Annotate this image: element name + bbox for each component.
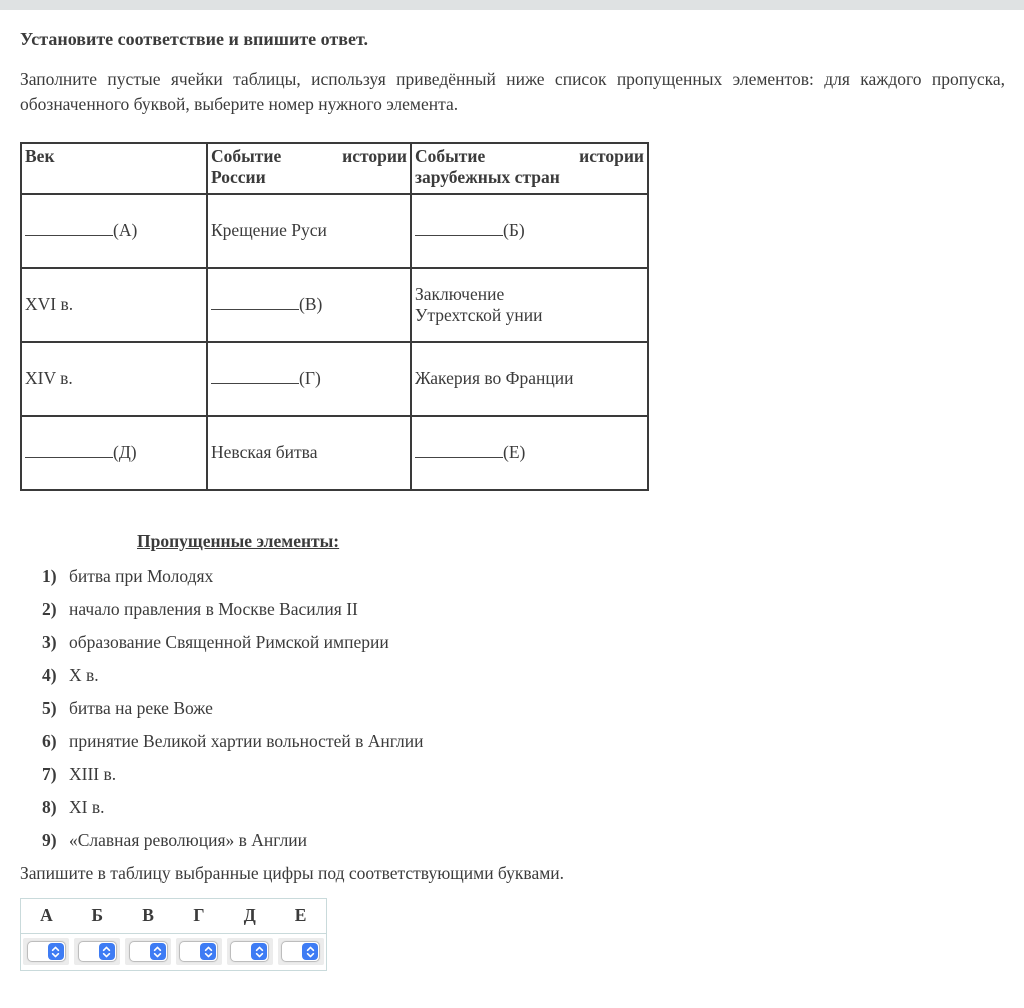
answer-letter-e: Е	[294, 905, 307, 926]
task-instructions: Заполните пустые ячейки таблицы, используя приведённый ниже список пропущенных элементов: для каждого пропуска, обозначенного буквой, выберите номер нужного элемента.	[20, 69, 1005, 114]
answer-select-v[interactable]	[129, 941, 168, 962]
answer-letter-a: А	[40, 905, 53, 926]
answer-select-e-wrap	[278, 938, 324, 965]
answer-select-a[interactable]	[27, 941, 66, 962]
answer-letter-d: Д	[243, 905, 256, 926]
cell-russia-4: Невская битва	[207, 416, 411, 490]
blank-line	[211, 296, 299, 310]
answer-select-v-wrap	[125, 938, 171, 965]
stepper-arrows-icon[interactable]	[302, 943, 318, 960]
blank-line	[211, 370, 299, 384]
list-item: 1) битва при Молодях	[42, 565, 214, 586]
answer-letter-v: В	[142, 905, 154, 926]
answer-select-g[interactable]	[179, 941, 218, 962]
table-row	[21, 268, 648, 342]
answer-select-d-wrap	[227, 938, 273, 965]
missing-elements-list	[20, 566, 1004, 850]
table-row	[21, 416, 648, 490]
cell-century-3: XIV в.	[21, 342, 207, 416]
table-row	[21, 342, 648, 416]
cell-foreign-e: (Е)	[411, 416, 648, 490]
answer-select-b[interactable]	[78, 941, 117, 962]
answer-letter-b: Б	[91, 905, 104, 926]
write-answer-instruction: Запишите в таблицу выбранные цифры под соответствующими буквами.	[20, 862, 565, 883]
stepper-arrows-icon[interactable]	[99, 943, 115, 960]
list-item: 3) образование Священной Римской империи	[42, 631, 389, 652]
answer-letter-g: Г	[193, 905, 205, 926]
answer-cell-d	[224, 938, 275, 965]
stepper-arrows-icon[interactable]	[150, 943, 166, 960]
cell-foreign-2: Заключение Утрехтской унии	[411, 268, 648, 342]
cell-century-d: (Д)	[21, 416, 207, 490]
stepper-arrows-icon[interactable]	[200, 943, 216, 960]
cell-foreign-b: (Б)	[411, 194, 648, 268]
answer-cell-e	[275, 938, 326, 965]
list-item: 7) XIII в.	[42, 763, 117, 784]
list-item: 4) X в.	[42, 664, 99, 685]
answer-select-b-wrap	[74, 938, 120, 965]
cell-russia-g: (Г)	[207, 342, 411, 416]
cell-russia-v: (В)	[207, 268, 411, 342]
header-foreign-event: Событие истории зарубежных стран	[411, 143, 648, 194]
stepper-arrows-icon[interactable]	[251, 943, 267, 960]
answer-select-a-wrap	[23, 938, 69, 965]
cell-century-a: (А)	[21, 194, 207, 268]
list-item: 8) XI в.	[42, 796, 105, 817]
blank-line	[25, 222, 113, 236]
answer-letters-row	[21, 899, 326, 934]
list-item: 6) принятие Великой хартии вольностей в Англии	[42, 730, 424, 751]
answer-table	[20, 898, 327, 971]
answer-select-g-wrap	[176, 938, 222, 965]
table-header-row	[21, 143, 648, 194]
blank-line	[25, 444, 113, 458]
answer-cell-b	[72, 938, 123, 965]
page-title: Установите соответствие и впишите ответ.	[20, 29, 368, 49]
answer-cell-a	[21, 938, 72, 965]
cell-foreign-3: Жакерия во Франции	[411, 342, 648, 416]
answer-cell-v	[123, 938, 174, 965]
question-page	[0, 29, 1024, 971]
table-row	[21, 194, 648, 268]
cell-century-2: XVI в.	[21, 268, 207, 342]
list-item: 2) начало правления в Москве Василия II	[42, 598, 358, 619]
top-bar	[0, 0, 1024, 10]
answer-cell-g	[173, 938, 224, 965]
answer-select-d[interactable]	[230, 941, 269, 962]
blank-line	[415, 444, 503, 458]
list-item: 9) «Славная революция» в Англии	[42, 829, 308, 850]
cell-russia-1: Крещение Руси	[207, 194, 411, 268]
answer-inputs-row	[21, 934, 326, 970]
stepper-arrows-icon[interactable]	[48, 943, 64, 960]
blank-line	[415, 222, 503, 236]
list-item: 5) битва на реке Воже	[42, 697, 213, 718]
history-table	[20, 142, 649, 491]
missing-elements-heading: Пропущенные элементы:	[137, 530, 340, 551]
header-russia-event: Событие истории России	[207, 143, 411, 194]
answer-select-e[interactable]	[281, 941, 320, 962]
header-century: Век	[21, 143, 207, 194]
